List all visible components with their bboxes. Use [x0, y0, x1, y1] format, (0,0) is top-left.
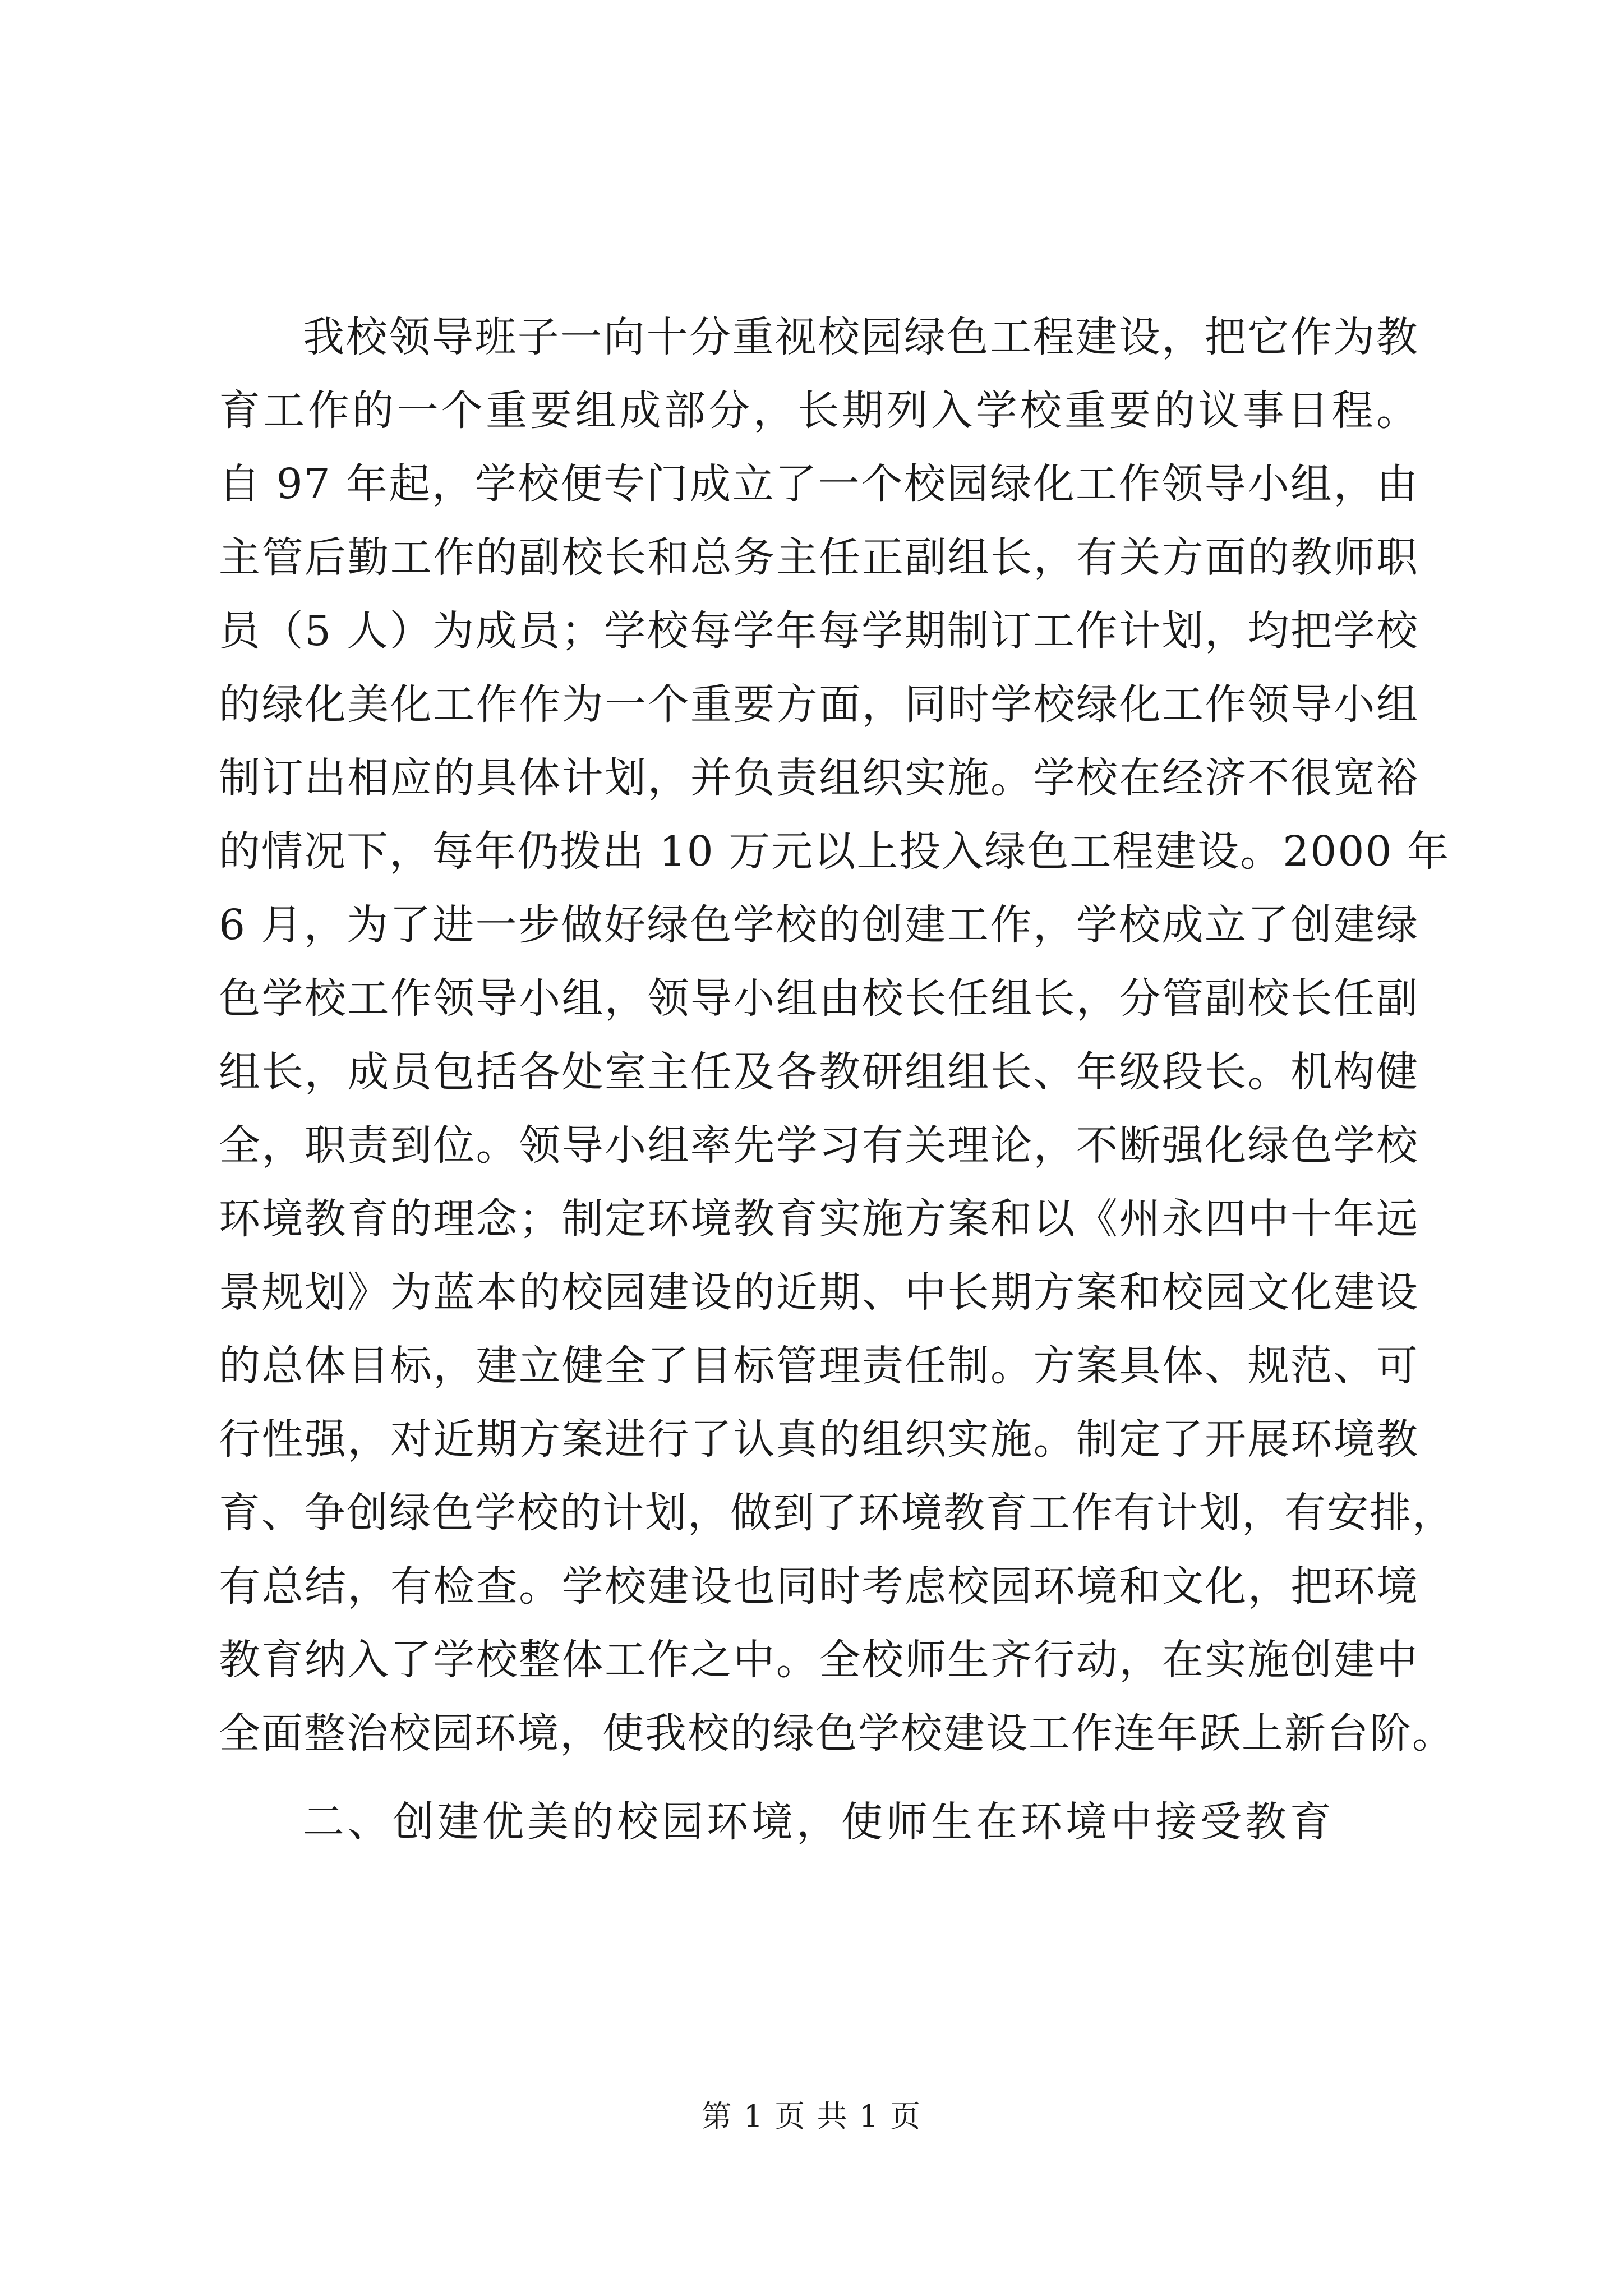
paragraph-line: 员（5 人）为成员；学校每学年每学期制订工作计划，均把学校 [219, 607, 1419, 655]
page-footer: 第 1 页 共 1 页 [701, 2099, 922, 2134]
paragraph-line: 育工作的一个重要组成部分，长期列入学校重要的议事日程。 [219, 386, 1419, 435]
paragraph-line: 全，职责到位。领导小组率先学习有关理论，不断强化绿色学校 [219, 1121, 1419, 1170]
paragraph-line: 组长，成员包括各处室主任及各教研组组长、年级段长。机构健 [219, 1048, 1419, 1096]
paragraph-line: 我校领导班子一向十分重视校园绿色工程建设，把它作为教 [303, 313, 1419, 361]
paragraph-line: 制订出相应的具体计划，并负责组织实施。学校在经济不很宽裕 [219, 754, 1419, 802]
paragraph-line: 主管后勤工作的副校长和总务主任正副组长，有关方面的教师职 [219, 533, 1419, 582]
paragraph-line: 6 月，为了进一步做好绿色学校的创建工作，学校成立了创建绿 [219, 901, 1419, 949]
paragraph-line: 自 97 年起，学校便专门成立了一个校园绿化工作领导小组，由 [219, 460, 1419, 508]
paragraph-line: 全面整治校园环境，使我校的绿色学校建设工作连年跃上新台阶。 [219, 1709, 1455, 1757]
paragraph-line: 的情况下，每年仍拨出 10 万元以上投入绿色工程建设。2000 年 [219, 827, 1450, 876]
paragraph-line: 教育纳入了学校整体工作之中。全校师生齐行动，在实施创建中 [219, 1636, 1419, 1684]
paragraph-line: 有总结，有检查。学校建设也同时考虑校园环境和文化，把环境 [219, 1562, 1419, 1611]
section-heading: 二、创建优美的校园环境，使师生在环境中接受教育 [303, 1798, 1335, 1846]
paragraph-line: 环境教育的理念；制定环境教育实施方案和以《州永四中十年远 [219, 1195, 1419, 1243]
paragraph-line: 色学校工作领导小组，领导小组由校长任组长，分管副校长任副 [219, 974, 1419, 1023]
paragraph-line: 行性强，对近期方案进行了认真的组织实施。制定了开展环境教 [219, 1415, 1419, 1464]
paragraph-line: 的绿化美化工作作为一个重要方面，同时学校绿化工作领导小组 [219, 680, 1419, 729]
paragraph-line: 育、争创绿色学校的计划，做到了环境教育工作有计划，有安排， [219, 1489, 1455, 1537]
paragraph-line: 景规划》为蓝本的校园建设的近期、中长期方案和校园文化建设 [219, 1268, 1419, 1317]
paragraph-line: 的总体目标，建立健全了目标管理责任制。方案具体、规范、可 [219, 1342, 1419, 1390]
